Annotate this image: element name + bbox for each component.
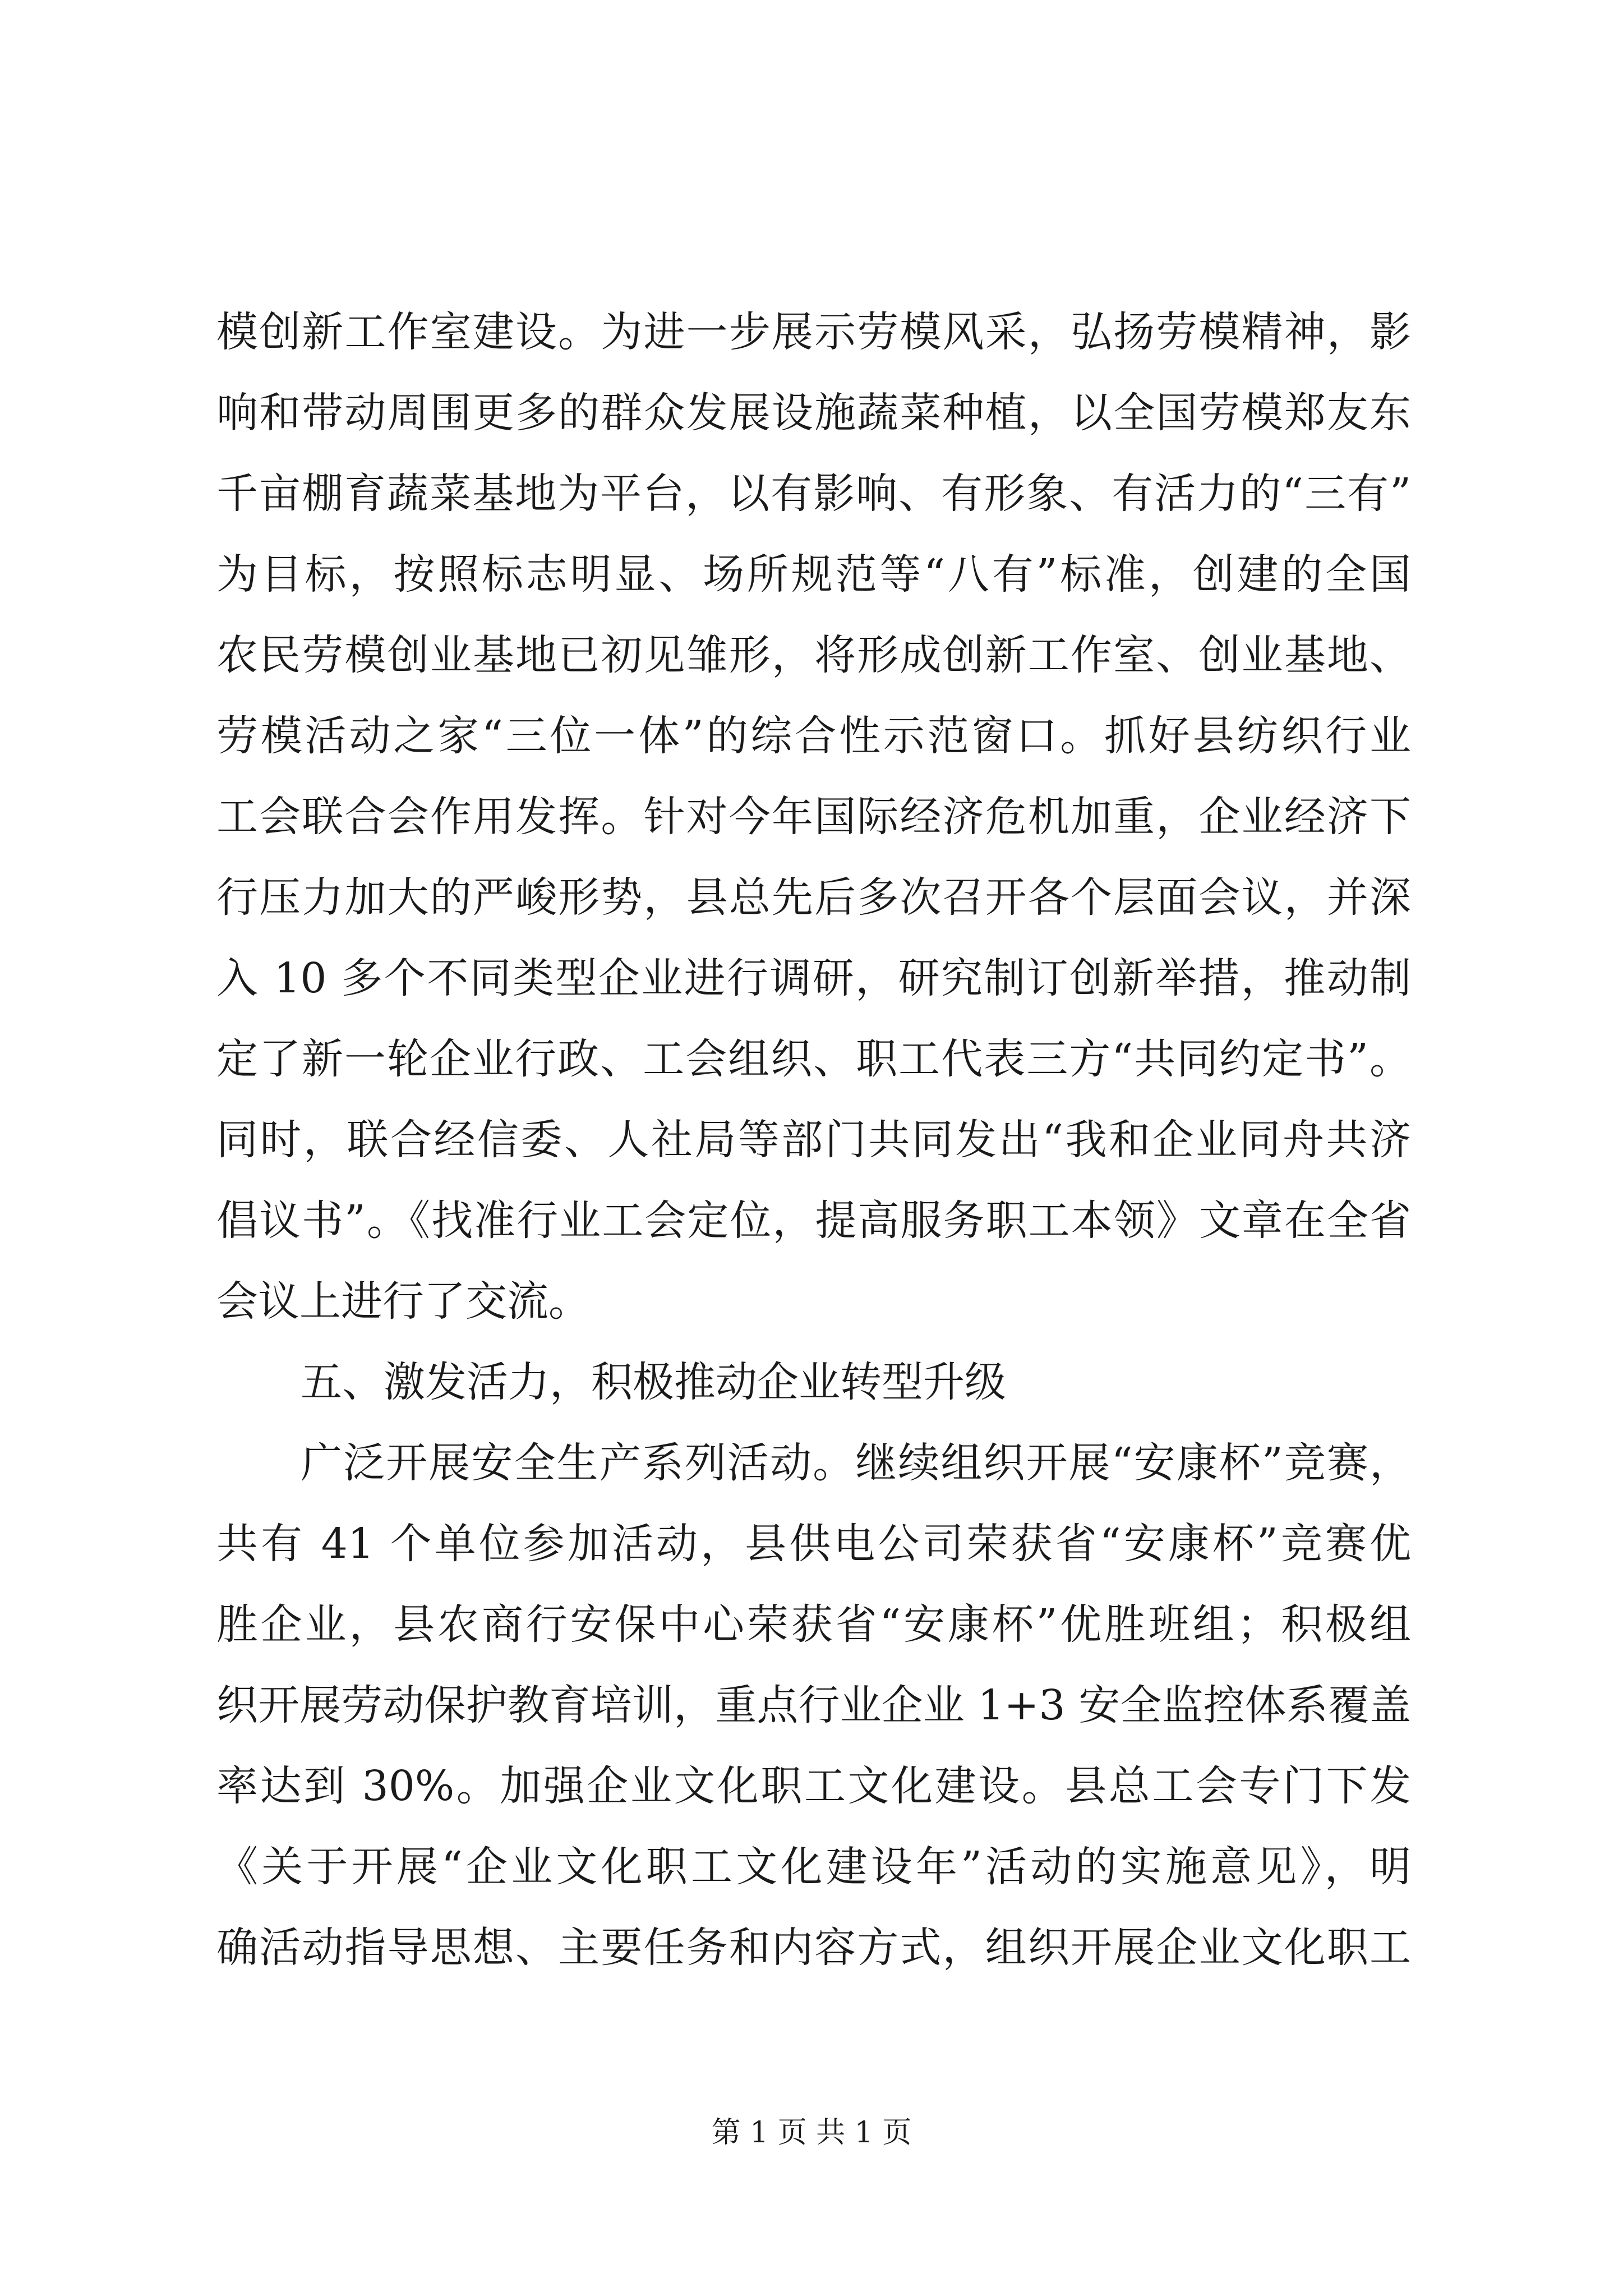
text-line: 定了新一轮企业行政、工会组织、职工代表三方“共同约定书”。 [216, 1035, 1411, 1083]
text-line: 入 10 多个不同类型企业进行调研，研究制订创新举措，推动制 [216, 954, 1411, 1002]
text-line: 劳模活动之家“三位一体”的综合性示范窗口。抓好县纺织行业 [216, 712, 1411, 760]
text-line: 广泛开展安全生产系列活动。继续组织开展“安康杯”竞赛， [301, 1439, 1411, 1487]
text-line: 农民劳模创业基地已初见雏形，将形成创新工作室、创业基地、 [216, 631, 1411, 679]
text-line: 胜企业，县农商行安保中心荣获省“安康杯”优胜班组；积极组 [216, 1600, 1411, 1649]
text-line: 模创新工作室建设。为进一步展示劳模风采，弘扬劳模精神，影 [216, 308, 1411, 356]
body-text [216, 292, 1411, 1988]
page-number-footer: 第 1 页 共 1 页 [711, 2116, 912, 2150]
section-heading: 五、激发活力，积极推动企业转型升级 [301, 1358, 1006, 1406]
text-line: 织开展劳动保护教育培训，重点行业企业 1+3 安全监控体系覆盖 [216, 1681, 1411, 1729]
text-line: 行压力加大的严峻形势，县总先后多次召开各个层面会议，并深 [216, 873, 1411, 922]
text-line: 《关于开展“企业文化职工文化建设年”活动的实施意见》，明 [216, 1843, 1411, 1891]
text-line: 响和带动周围更多的群众发展设施蔬菜种植，以全国劳模郑友东 [216, 389, 1411, 437]
text-line: 千亩棚育蔬菜基地为平台，以有影响、有形象、有活力的“三有” [216, 470, 1411, 518]
text-line: 确活动指导思想、主要任务和内容方式，组织开展企业文化职工 [216, 1924, 1411, 1972]
text-line: 工会联合会作用发挥。针对今年国际经济危机加重，企业经济下 [216, 793, 1411, 841]
text-line: 同时，联合经信委、人社局等部门共同发出“我和企业同舟共济 [216, 1116, 1411, 1164]
text-line: 率达到 30%。加强企业文化职工文化建设。县总工会专门下发 [216, 1762, 1411, 1810]
text-line: 共有 41 个单位参加活动，县供电公司荣获省“安康杯”竞赛优 [216, 1520, 1411, 1568]
text-line: 倡议书”。《找准行业工会定位，提高服务职工本领》文章在全省 [216, 1197, 1411, 1245]
text-line: 会议上进行了交流。 [216, 1277, 590, 1326]
text-line: 为目标，按照标志明显、场所规范等“八有”标准，创建的全国 [216, 550, 1411, 599]
